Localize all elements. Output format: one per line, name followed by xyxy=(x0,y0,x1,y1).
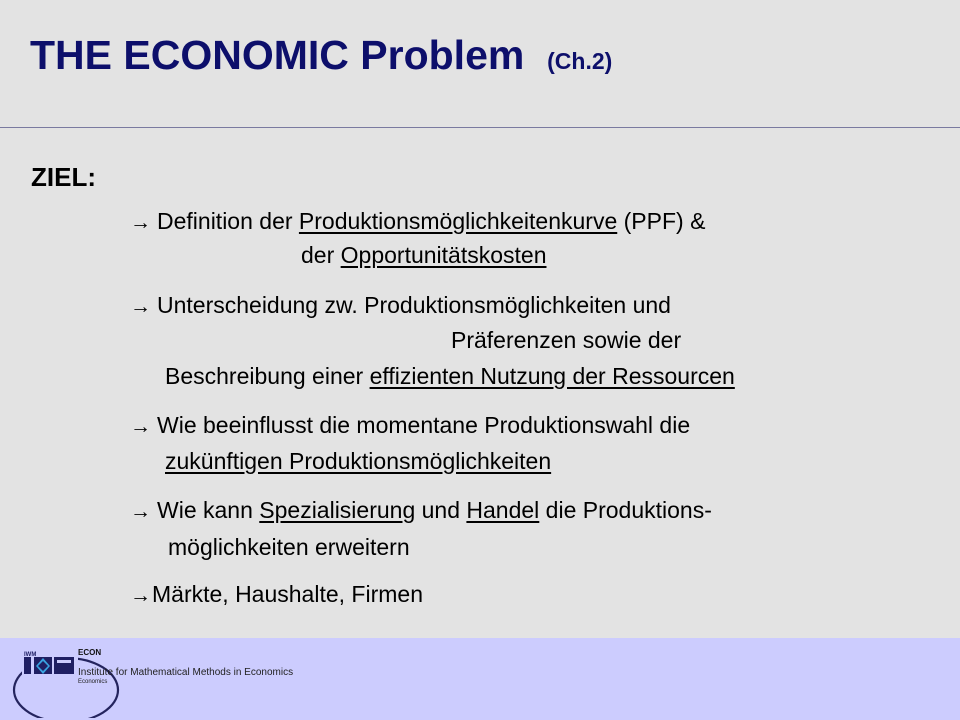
term-specialization: Spezialisierung xyxy=(259,497,416,523)
ziel-heading: ZIEL: xyxy=(31,162,96,192)
logo-econ-badge: ECON xyxy=(78,648,102,657)
bullet-text: Wie beeinflusst die momentane Produktionswahl die xyxy=(157,412,691,438)
economics-label: Economics xyxy=(78,679,108,685)
bullet-text: Märkte, Haushalte, Firmen xyxy=(152,581,423,607)
institute-name: Institute for Mathematical Methods in Economics xyxy=(78,667,294,678)
term-trade: Handel xyxy=(466,497,540,523)
bullet-1-line-1 xyxy=(130,207,705,237)
bullet-3-line-1 xyxy=(130,411,690,441)
bullet-1-line-2 xyxy=(301,241,546,269)
bullet-3-line-2 xyxy=(165,447,551,475)
svg-text:IWM: IWM xyxy=(24,652,37,658)
bullet-5-line-1 xyxy=(130,580,423,610)
arrow-right-icon: → xyxy=(130,211,151,234)
term-opportunity-cost: Opportunitätskosten xyxy=(340,242,547,268)
bullet-text: (PPF) & xyxy=(617,208,706,234)
arrow-right-icon: → xyxy=(130,295,151,318)
footer-bar xyxy=(0,638,960,720)
bullet-4-line-2: möglichkeiten erweitern xyxy=(168,534,410,560)
bullet-text: Unterscheidung zw. Produktionsmöglichkeiten und xyxy=(157,292,671,318)
bullet-2-line-1 xyxy=(130,291,671,321)
iwm-logo-icon xyxy=(8,646,128,718)
bullet-4-line-1 xyxy=(130,496,712,526)
bullet-text: Wie kann xyxy=(157,497,260,523)
bullet-text: der xyxy=(301,242,341,268)
title-main: THE ECONOMIC Problem xyxy=(30,32,525,78)
arrow-right-icon: → xyxy=(130,500,151,523)
arrow-right-icon: → xyxy=(130,584,151,607)
bullet-2-line-3 xyxy=(165,362,735,390)
term-ppf: Produktionsmöglichkeitenkurve xyxy=(298,208,618,234)
bullet-text: die Produktions- xyxy=(539,497,712,523)
term-future-possibilities: zukünftigen Produktionsmöglichkeiten xyxy=(165,448,552,474)
title-chapter: (Ch.2) xyxy=(547,48,613,74)
term-efficient-use: effizienten Nutzung der Ressourcen xyxy=(369,363,735,389)
bullet-text: und xyxy=(415,497,467,523)
arrow-right-icon: → xyxy=(130,415,151,438)
bullet-text: Beschreibung einer xyxy=(165,363,370,389)
bullet-text: Definition der xyxy=(157,208,299,234)
bullet-2-line-2: Präferenzen sowie der xyxy=(451,327,682,353)
